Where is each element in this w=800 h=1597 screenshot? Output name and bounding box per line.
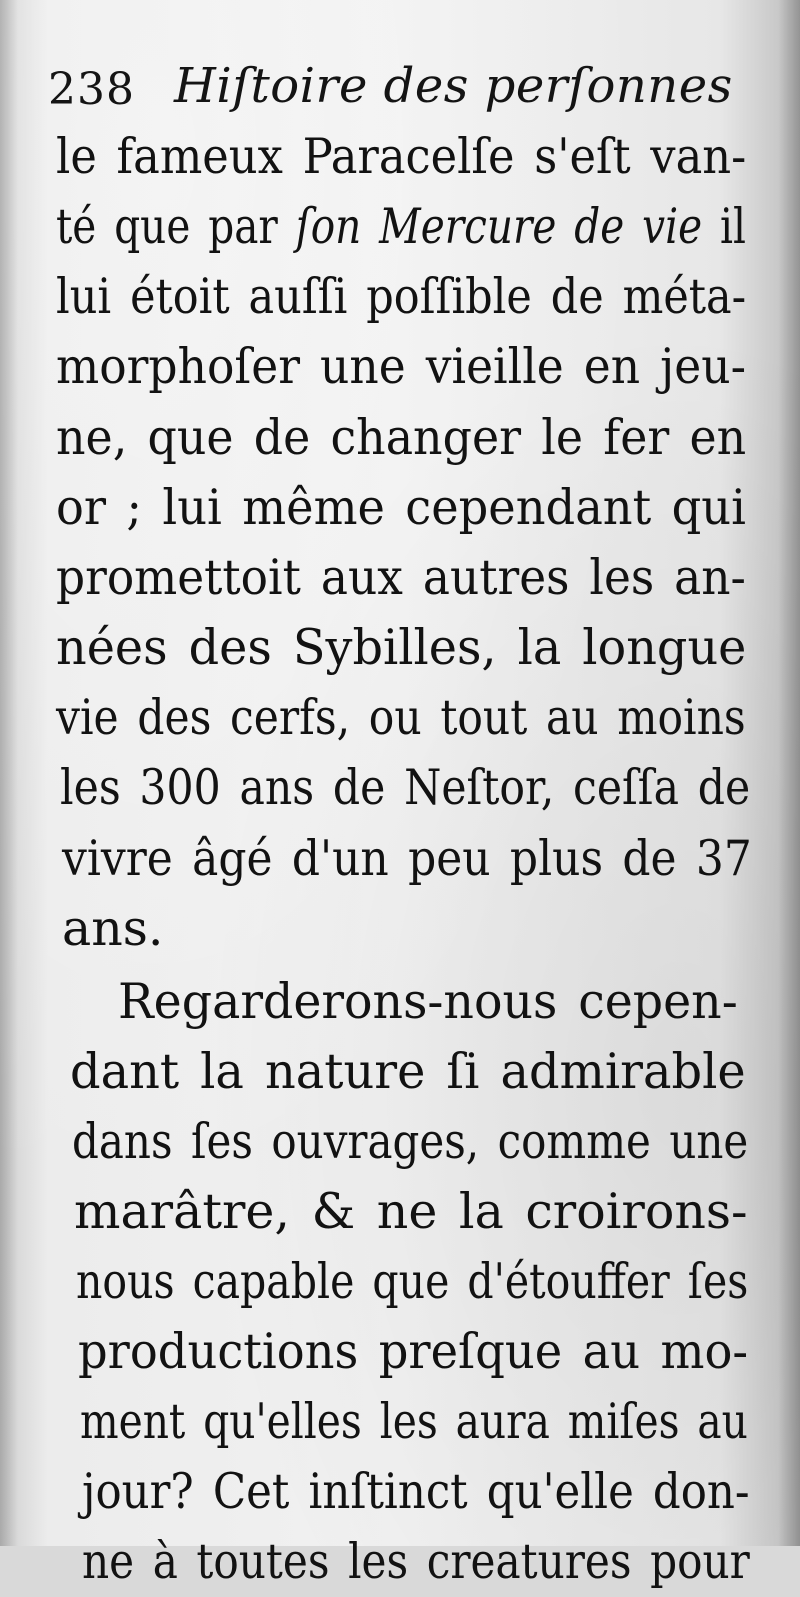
text-line (62, 894, 164, 964)
text-run: le fameux Paracelſe s'eſt van- (56, 128, 747, 185)
text-line (60, 753, 750, 823)
text-line (78, 1317, 748, 1387)
text-line (56, 192, 746, 262)
text-run: productions preſque au mo- (78, 1323, 749, 1380)
text-line (56, 403, 746, 473)
running-head: Hiſtoire des perſonnes (174, 58, 733, 114)
text-run: Regarderons-nous cepen- (118, 973, 738, 1030)
text-run: or ; lui même cependant qui (56, 479, 746, 536)
text-line (56, 332, 746, 402)
text-line (80, 1387, 748, 1457)
text-line (62, 824, 752, 894)
text-line (56, 683, 746, 753)
text-run: vivre âgé d'un peu plus de 37 (62, 830, 752, 887)
italic-text: ſon Mercure de vie (295, 198, 703, 255)
text-run: ne à toutes les creatures pour (82, 1533, 750, 1590)
text-line (56, 543, 746, 613)
page-header (48, 58, 748, 118)
text-run: ment qu'elles les aura miſes au (80, 1393, 748, 1450)
text-line (70, 1037, 746, 1107)
text-run: té que par (56, 198, 296, 255)
text-run: lui étoit auſſi poſſible de méta- (56, 268, 747, 325)
text-line (76, 1247, 748, 1317)
text-run: il (702, 198, 746, 255)
page-edge-shadow (778, 0, 800, 1546)
text-line (72, 1107, 748, 1177)
text-line (56, 473, 746, 543)
text-run: promettoit aux autres les an- (56, 549, 746, 606)
text-run: nées des Sybilles, la longue (56, 619, 747, 676)
text-line (74, 1177, 748, 1247)
text-run: ne, que de changer le fer en (56, 409, 747, 466)
text-line (56, 613, 746, 683)
text-run: dant la nature ſi admirable (70, 1043, 746, 1100)
text-line (118, 967, 738, 1037)
text-line (82, 1457, 750, 1527)
text-line (56, 122, 746, 192)
text-run: nous capable que d'étouffer ſes (76, 1253, 749, 1310)
text-run: dans ſes ouvrages, comme une (72, 1113, 749, 1170)
text-run: marâtre, & ne la croirons- (74, 1183, 748, 1240)
text-line (56, 262, 746, 332)
text-run: vie des cerfs, ou tout au moins (56, 689, 746, 746)
text-line (82, 1527, 750, 1597)
page-number: 238 (48, 64, 135, 115)
text-run: ans. (62, 900, 164, 957)
text-run: jour? Cet inſtinct qu'elle don- (82, 1463, 750, 1520)
gutter-shadow (0, 0, 18, 1546)
text-run: les 300 ans de Neſtor, ceſſa de (60, 759, 751, 816)
text-run: morphoſer une vieille en jeu- (56, 338, 747, 395)
